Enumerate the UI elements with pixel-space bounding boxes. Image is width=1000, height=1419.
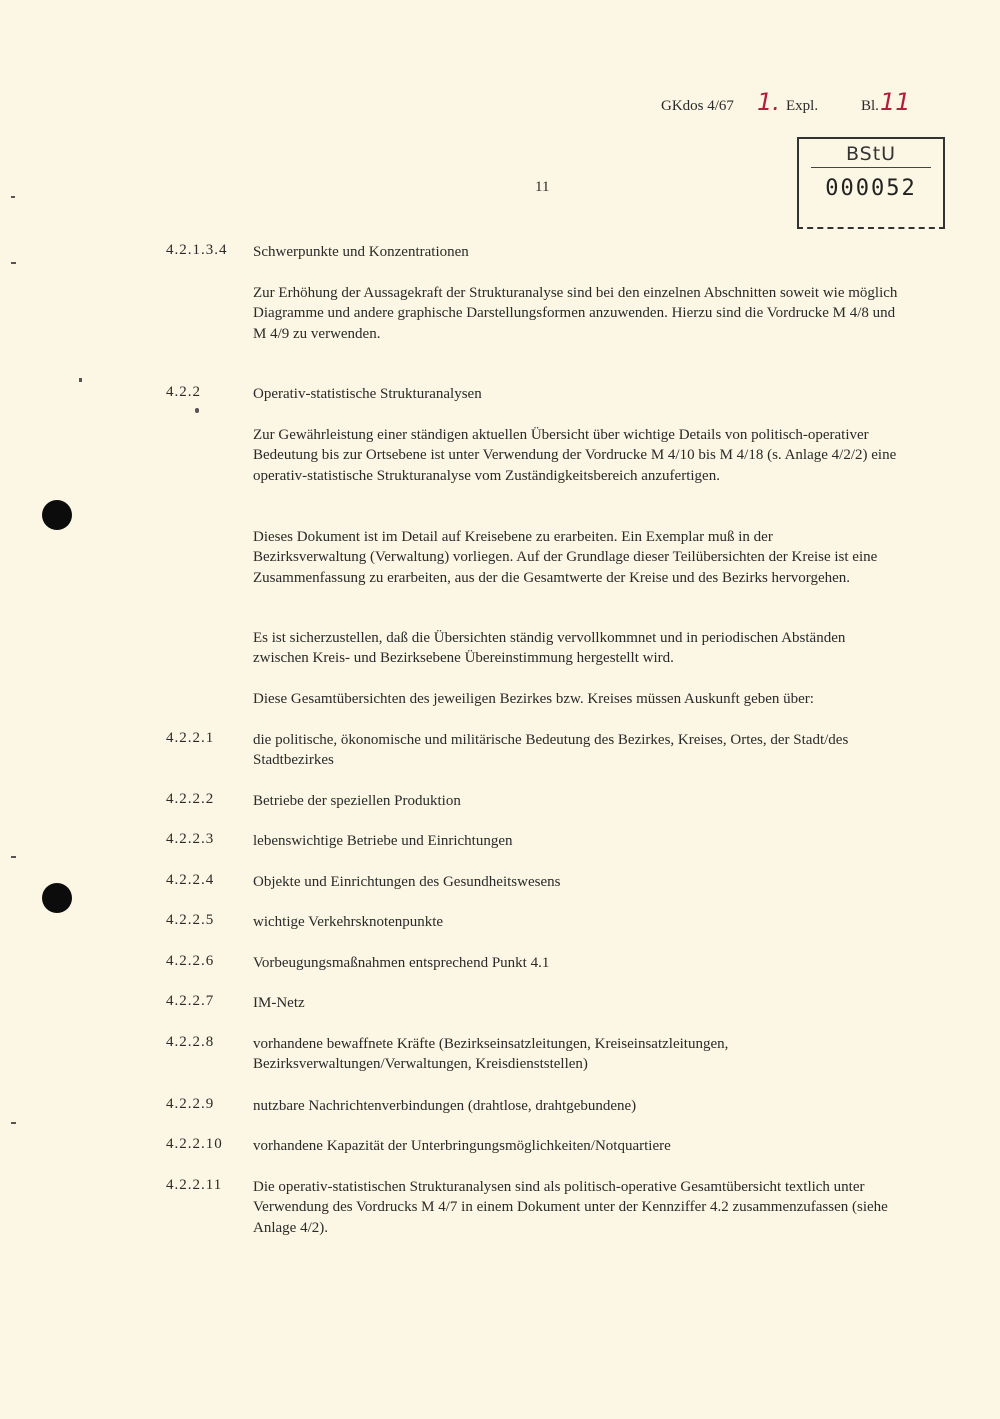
margin-mark — [11, 856, 16, 858]
margin-mark — [11, 196, 15, 198]
document-reference: GKdos 4/67 — [661, 98, 734, 114]
list-item-text: Die operativ-statistischen Strukturanalysen sind als politisch-operative Gesamtübersicht textlich unter Verwendung des Vordrucks M 4/7 in einem Dokument unter der Kennziffer 4.2 zusammenzufassen (siehe Anlage 4/2). — [253, 1179, 888, 1236]
list-item-number: 4.2.2.8 — [166, 1034, 215, 1050]
margin-mark — [79, 378, 82, 382]
section-heading: Operativ-statistische Strukturanalysen — [253, 386, 482, 402]
punch-hole — [42, 500, 72, 530]
stamp-title: BStU — [845, 143, 897, 165]
paragraph: Zur Erhöhung der Aussagekraft der Strukturanalyse sind bei den einzelnen Abschnitten soweit wie möglich Diagramme und andere graphische Darstellungsformen anzuwenden. Hierzu sind die Vordrucke M 4/8 und M 4/9 zu verwenden. — [253, 285, 898, 342]
paragraph: Diese Gesamtübersichten des jeweiligen Bezirkes bzw. Kreises müssen Auskunft geben über: — [253, 691, 814, 707]
list-item-text: lebenswichtige Betriebe und Einrichtungen — [253, 833, 513, 849]
list-item-text: nutzbare Nachrichtenverbindungen (drahtlose, drahtgebundene) — [253, 1098, 637, 1114]
list-item-text: vorhandene Kapazität der Unterbringungsmöglichkeiten/Notquartiere — [253, 1138, 671, 1154]
margin-mark — [195, 408, 199, 413]
stamp-number: 000052 — [825, 176, 917, 201]
list-item-number: 4.2.2.9 — [166, 1096, 215, 1112]
list-item-number: 4.2.2.2 — [166, 791, 215, 807]
archive-stamp — [797, 137, 945, 229]
list-item-number: 4.2.2.11 — [166, 1177, 223, 1193]
list-item-text: vorhandene bewaffnete Kräfte (Bezirkseinsatzleitungen, Kreiseinsatzleitungen, Bezirksverwaltungen/Verwaltungen, Kreisdienststellen) — [253, 1036, 729, 1073]
list-item-text: Betriebe der speziellen Produktion — [253, 793, 461, 809]
list-item-number: 4.2.2.5 — [166, 912, 215, 928]
copy-label: Expl. — [786, 98, 819, 114]
list-item-text: Vorbeugungsmaßnahmen entsprechend Punkt 4.1 — [253, 955, 550, 971]
list-item-number: 4.2.2.3 — [166, 831, 215, 847]
margin-mark — [11, 1122, 16, 1124]
list-item-text: wichtige Verkehrsknotenpunkte — [253, 914, 444, 930]
paragraph: Dieses Dokument ist im Detail auf Kreisebene zu erarbeiten. Ein Exemplar muß in der Bezirksverwaltung (Verwaltung) vorliegen. Auf der Grundlage dieser Teilübersichten der Kreise ist eine Zusammenfassung zu erarbeiten, aus der die Gesamtwerte der Kreise und des Bezirks hervorgehen. — [253, 529, 878, 586]
paragraph: Zur Gewährleistung einer ständigen aktuellen Übersicht über wichtige Details von politisch-operativer Bedeutung bis zur Ortsebene ist unter Verwendung der Vordrucke M 4/10 bis M 4/18 (s. Anlage 4/2/2) eine operativ-statistische Strukturanalyse vom Zuständigkeitsbereich anzufertigen. — [253, 427, 897, 484]
list-item-number: 4.2.2.1 — [166, 730, 215, 746]
sheet-label: Bl. — [861, 98, 879, 114]
section-number: 4.2.1.3.4 — [166, 242, 228, 258]
stamp-divider — [811, 167, 931, 168]
sheet-number-handwritten: 11 — [880, 88, 911, 116]
list-item-text: die politische, ökonomische und militärische Bedeutung des Bezirkes, Kreises, Ortes, der Stadt/des Stadtbezirkes — [253, 732, 849, 769]
margin-mark — [11, 262, 16, 264]
list-item-text: Objekte und Einrichtungen des Gesundheitswesens — [253, 874, 561, 890]
list-item-number: 4.2.2.4 — [166, 872, 215, 888]
copy-number-handwritten: 1. — [757, 88, 780, 116]
section-number: 4.2.2 — [166, 384, 201, 400]
section-heading: Schwerpunkte und Konzentrationen — [253, 244, 469, 260]
list-item-text: IM-Netz — [253, 995, 305, 1011]
list-item-number: 4.2.2.7 — [166, 993, 215, 1009]
list-item-number: 4.2.2.10 — [166, 1136, 223, 1152]
paragraph: Es ist sicherzustellen, daß die Übersichten ständig vervollkommnet und in periodischen Abständen zwischen Kreis- und Bezirksebene Übereinstimmung hergestellt wird. — [253, 630, 846, 667]
page-number: 11 — [535, 179, 550, 195]
list-item-number: 4.2.2.6 — [166, 953, 215, 969]
punch-hole — [42, 883, 72, 913]
